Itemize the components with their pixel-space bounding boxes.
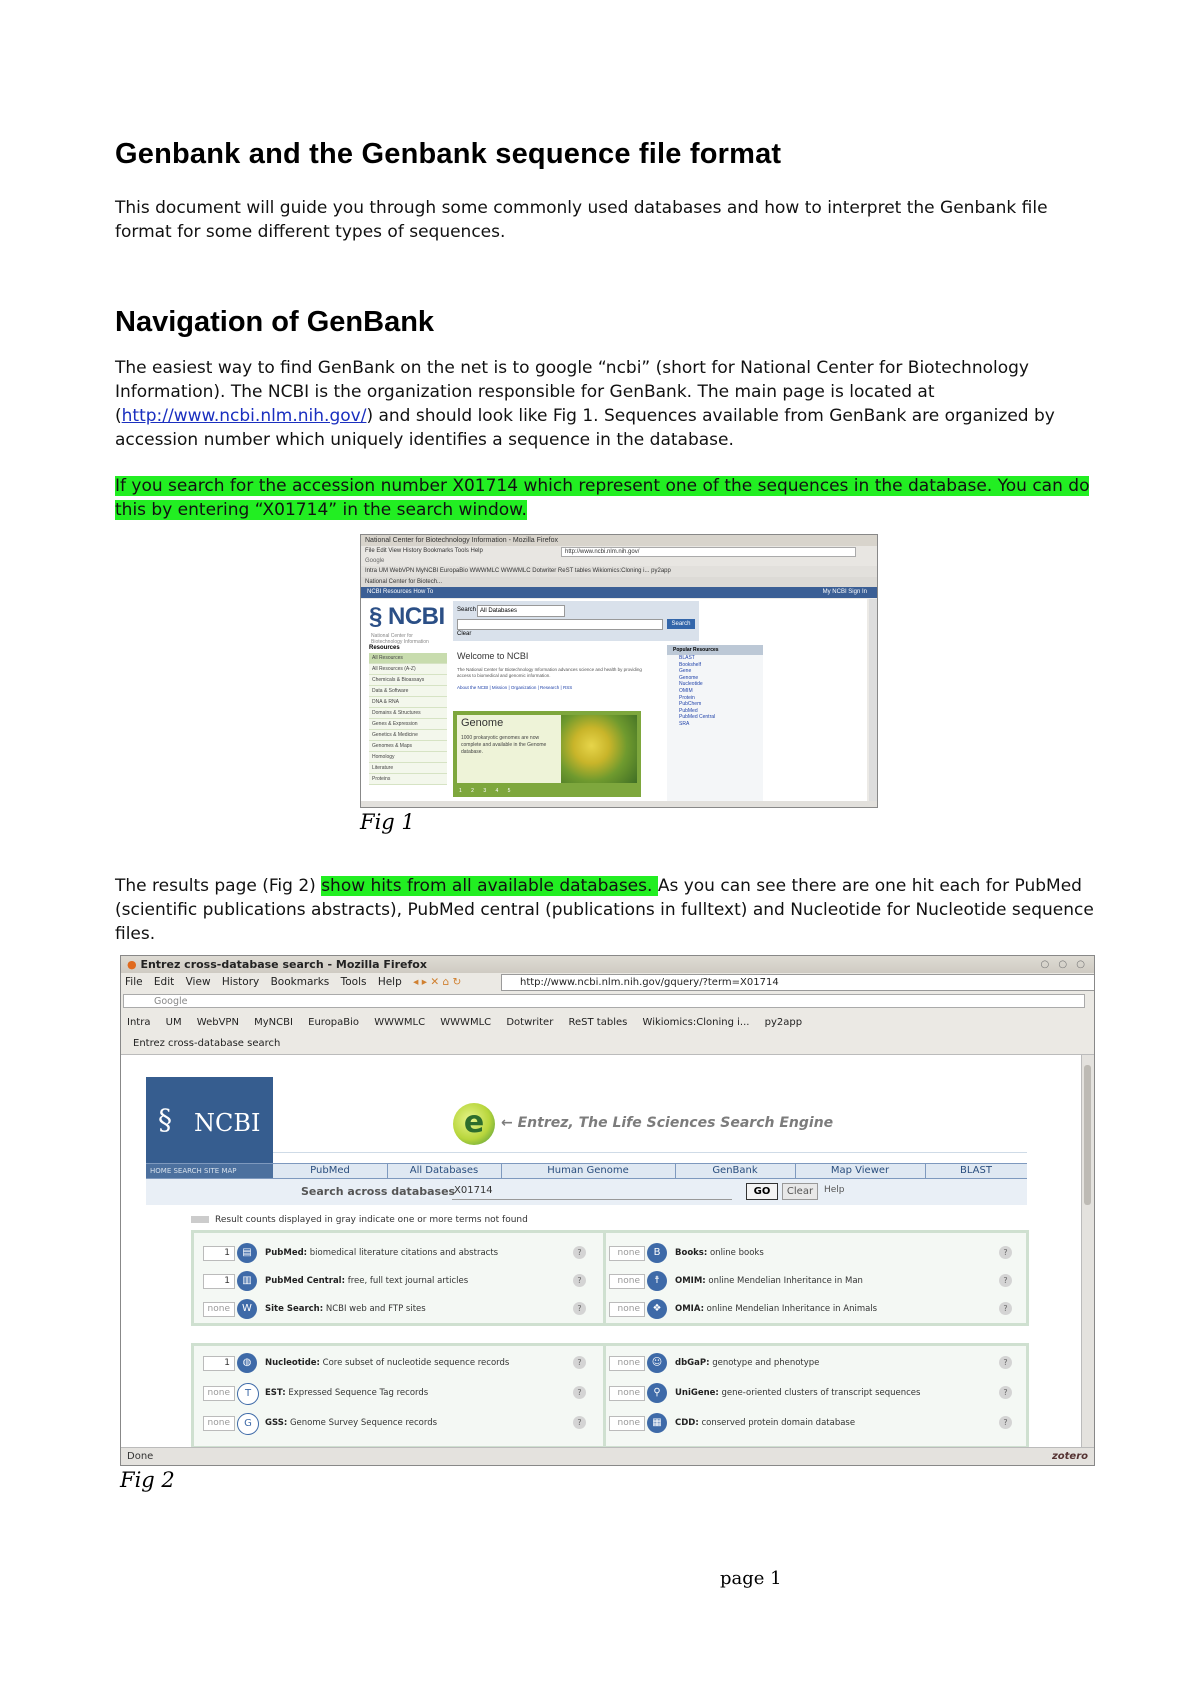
help-icon: ? (999, 1356, 1012, 1369)
fig2-bookmarks-bar (121, 1012, 1094, 1034)
results-text-before: The results page (Fig 2) (115, 876, 322, 896)
nav-genbank: GenBank (675, 1164, 796, 1178)
list-item: Genes & Expression (369, 719, 447, 730)
fig2-titlebar (121, 956, 1094, 973)
fig1-welcome-text: The National Center for Biotechnology Information advances science and health by providing access to biomedical and genomic information. About the NCBI | Mission | Organization | Research | RSS (457, 667, 647, 691)
table-row: none G GSS: Genome Survey Sequence records ? (203, 1410, 593, 1436)
fig2-clear-button: Clear (782, 1183, 818, 1200)
result-count: none (203, 1386, 235, 1401)
bookmark-item: EuropaBio (308, 1017, 360, 1028)
gss-icon: G (237, 1413, 259, 1435)
menu-help: Help (377, 976, 402, 988)
entrez-e-icon: e (453, 1103, 495, 1145)
fig1-search-label: Search (457, 607, 477, 613)
table-row: 1 ▥ PubMed Central: free, full text journal articles ? (203, 1268, 593, 1294)
menu-view: View (185, 976, 211, 988)
list-item: Genetics & Medicine (369, 730, 447, 741)
help-icon: ? (999, 1246, 1012, 1259)
nav-map-viewer: Map Viewer (795, 1164, 926, 1178)
fig2-menubar (121, 973, 1094, 992)
list-item: Domains & Structures (369, 708, 447, 719)
highlighted-paragraph (115, 474, 1095, 522)
list-item: PubMed (679, 707, 698, 714)
help-icon: ? (573, 1386, 586, 1399)
table-row: none B Books: online books ? (609, 1240, 1019, 1266)
fig1-page (361, 599, 867, 801)
list-item: Data & Software (369, 686, 447, 697)
results-text-after: As you can see there are one hit each for PubMed (scientific publications abstracts), PubMed central (publications in fulltext) and Nucleotide for Nucleotide sequence files. (115, 876, 1094, 944)
fig2-navbar (146, 1163, 1027, 1179)
result-count: none (609, 1416, 645, 1431)
fig1-search-button: Search (667, 619, 695, 629)
genome-image-icon (561, 715, 637, 783)
help-icon: ? (999, 1274, 1012, 1287)
fig1-search-bar: Google (361, 556, 877, 566)
bookmark-item: WWWMLC (374, 1017, 426, 1028)
section-heading: Navigation of GenBank (115, 306, 435, 338)
list-item: Genome (679, 674, 699, 681)
result-count: none (203, 1302, 235, 1317)
fig1-tab: National Center for Biotech... (361, 577, 877, 587)
bookmark-item: Dotwriter (506, 1017, 554, 1028)
bookmark-item: WebVPN (196, 1017, 239, 1028)
fig1-welcome-links: About the NCBI | Mission | Organization | Research | RSS (457, 685, 573, 690)
table-row: none ❖ OMIA: online Mendelian Inheritance in Animals ? (609, 1296, 1019, 1322)
list-item: DNA & RNA (369, 697, 447, 708)
intro-paragraph: This document will guide you through some commonly used databases and how to interpret the Genbank file format for some different types of sequences. (115, 198, 1048, 242)
fig2-search-label: Search across databases (301, 1185, 456, 1198)
menu-file: File (125, 976, 143, 988)
figure-1-screenshot (360, 534, 878, 808)
list-item: Chemicals & Bioassays (369, 675, 447, 686)
document-title: Genbank and the Genbank sequence file format (115, 138, 782, 170)
list-item: PubMed Central (679, 714, 716, 721)
fig2-help-link: Help (824, 1185, 845, 1195)
fig1-window-title: National Center for Biotechnology Information - Mozilla Firefox (361, 535, 877, 546)
est-icon: T (237, 1383, 259, 1405)
bookmark-item: MyNCBI (254, 1017, 293, 1028)
list-item: All Resources (369, 653, 447, 664)
list-item: Literature (369, 763, 447, 774)
table-row: none ☺ dbGaP: genotype and phenotype ? (609, 1350, 1019, 1376)
result-count: none (609, 1274, 645, 1289)
results-paragraph (115, 874, 1095, 946)
table-row: none ⚲ UniGene: gene-oriented clusters of transcript sequences ? (609, 1380, 1019, 1406)
menu-tools: Tools (340, 976, 367, 988)
list-item: Genomes & Maps (369, 741, 447, 752)
page-number: page 1 (720, 1568, 782, 1589)
bookmark-item: ReST tables (568, 1017, 628, 1028)
list-item: SRA (679, 720, 690, 727)
fig1-popular-resources (667, 645, 763, 801)
fig2-url-bar: http://www.ncbi.nlm.nih.gov/gquery/?term=X01714 (501, 974, 1095, 991)
list-item: All Resources (A-Z) (369, 664, 447, 675)
figure-2-caption: Fig 2 (120, 1468, 175, 1492)
fig1-resources-heading: Resources (369, 645, 400, 651)
omim-icon: ☨ (647, 1271, 667, 1291)
cdd-icon: ▦ (647, 1413, 667, 1433)
nav-text-before: The easiest way to find GenBank on the net is to google “ncbi” (short for National Center for Biotechnology Information). The NCBI is the organization responsible for GenBank. The main page is located at ( (115, 358, 1029, 426)
nav-blast: BLAST (960, 1165, 992, 1176)
site-search-icon: W (237, 1299, 257, 1319)
fig1-search-box (453, 601, 699, 641)
table-row: none W Site Search: NCBI web and FTP sites ? (203, 1296, 593, 1322)
fig1-popular-heading: Popular Resources (667, 645, 763, 655)
list-item: OMIM (679, 687, 693, 694)
fig1-topbar-right: My NCBI Sign In (822, 589, 867, 595)
list-item: PubChem (679, 701, 702, 708)
fig2-status-right: zotero (1051, 1451, 1088, 1462)
fig1-genome-pager: 1 2 3 4 5 (459, 788, 515, 794)
firefox-icon: ● (127, 958, 137, 971)
ncbi-helix-icon: § (158, 1103, 172, 1136)
results-highlight: show hits from all available databases. (321, 876, 658, 896)
bookmark-item: Wikiomics:Cloning i... (642, 1017, 750, 1028)
fig2-go-button: GO (746, 1183, 778, 1200)
fig1-logo-subtitle: National Center for Biotechnology Information (371, 633, 429, 645)
result-count: 1 (203, 1274, 235, 1289)
fig1-genome-title: Genome (461, 717, 504, 729)
nav-human-genome: Human Genome (501, 1164, 676, 1178)
fig1-topbar (361, 587, 877, 598)
result-count: 1 (203, 1246, 235, 1261)
fig2-search-input: X01714 (454, 1185, 493, 1196)
fig2-window-title: Entrez cross-database search - Mozilla Firefox (140, 958, 427, 971)
bookmark-item: UM (165, 1017, 182, 1028)
list-item: Gene (679, 668, 692, 675)
help-icon: ? (999, 1302, 1012, 1315)
omia-icon: ❖ (647, 1299, 667, 1319)
fig2-status-left: Done (127, 1451, 154, 1462)
result-count: none (609, 1356, 645, 1371)
help-icon: ? (573, 1274, 586, 1287)
menu-history: History (221, 976, 260, 988)
highlighted-text: If you search for the accession number X01714 which represent one of the sequences in the database. You can do this by entering “X01714” in the search window. (115, 476, 1090, 520)
ncbi-link[interactable]: http://www.ncbi.nlm.nih.gov/ (121, 406, 367, 426)
nav-all-databases: All Databases (387, 1164, 502, 1178)
table-row: none T EST: Expressed Sequence Tag records ? (203, 1380, 593, 1406)
fig1-genome-desc: 1000 prokaryotic genomes are now complete and available in the Genome database. (461, 735, 547, 755)
fig1-menubar: File Edit View History Bookmarks Tools Help (361, 546, 877, 556)
fig1-clear-link: Clear (457, 631, 472, 637)
fig1-ncbi-logo: § NCBI (369, 603, 445, 630)
fig1-welcome-heading: Welcome to NCBI (457, 651, 529, 661)
list-item: Homology (369, 752, 447, 763)
window-controls-icon: ○ ○ ○ (1040, 959, 1088, 970)
fig2-statusbar (121, 1447, 1094, 1465)
list-item: Bookshelf (679, 661, 701, 668)
result-count: none (609, 1386, 645, 1401)
list-item: BLAST (679, 655, 695, 661)
nav-arrows-icon: ◂ ▸ ✕ ⌂ ↻ (413, 976, 462, 988)
bookmark-item: py2app (764, 1017, 803, 1028)
table-row: 1 ▤ PubMed: biomedical literature citations and abstracts ? (203, 1240, 593, 1266)
table-row: none ☨ OMIM: online Mendelian Inheritance in Man ? (609, 1268, 1019, 1294)
dbgap-icon: ☺ (647, 1353, 667, 1373)
fig2-result-note: Result counts displayed in gray indicate one or more terms not found (191, 1215, 528, 1225)
list-item: Proteins (369, 774, 447, 785)
bookmark-item: Intra (127, 1017, 151, 1028)
fig2-nav-left: HOME SEARCH SITE MAP (146, 1164, 273, 1178)
help-icon: ? (999, 1416, 1012, 1429)
fig1-statusbar (361, 801, 877, 807)
fig2-google-search: Google (123, 994, 1085, 1008)
menu-edit: Edit (153, 976, 175, 988)
menu-bookmarks: Bookmarks (270, 976, 330, 988)
fig1-genome-panel (453, 711, 641, 797)
entrez-title: ← Entrez, The Life Sciences Search Engine (501, 1115, 834, 1131)
fig2-page-content (121, 1055, 1081, 1447)
fig2-tab: Entrez cross-database search (133, 1038, 281, 1049)
fig2-ncbi-logo (146, 1077, 273, 1164)
bookmark-item: WWWMLC (440, 1017, 492, 1028)
list-item: Protein (679, 694, 695, 701)
fig2-tab-strip (121, 1034, 1094, 1055)
fig1-resources-list (369, 645, 447, 801)
result-count: none (203, 1416, 235, 1431)
help-icon: ? (573, 1302, 586, 1315)
books-icon: B (647, 1243, 667, 1263)
table-row: none ▦ CDD: conserved protein domain database ? (609, 1410, 1019, 1436)
fig1-topbar-left: NCBI Resources How To (367, 589, 434, 595)
unigene-icon: ⚲ (647, 1383, 667, 1403)
help-icon: ? (573, 1416, 586, 1429)
result-count: 1 (203, 1356, 235, 1371)
help-icon: ? (573, 1246, 586, 1259)
figure-2-screenshot (120, 955, 1095, 1466)
pubmed-icon: ▤ (237, 1243, 257, 1263)
fig2-logo-text: NCBI (194, 1109, 261, 1137)
nav-pubmed: PubMed (273, 1164, 388, 1178)
pmc-icon: ▥ (237, 1271, 257, 1291)
navigation-paragraph (115, 356, 1095, 452)
nucleotide-icon: ◍ (237, 1353, 257, 1373)
fig1-search-input (457, 619, 663, 630)
help-icon: ? (573, 1356, 586, 1369)
result-count: none (609, 1302, 645, 1317)
fig1-scrollbar (869, 599, 877, 801)
fig2-search-row (146, 1179, 1027, 1205)
result-count: none (609, 1246, 645, 1261)
fig2-scrollbar (1081, 1055, 1094, 1447)
figure-1-caption: Fig 1 (360, 810, 415, 834)
table-row: 1 ◍ Nucleotide: Core subset of nucleotide sequence records ? (203, 1350, 593, 1376)
help-icon: ? (999, 1386, 1012, 1399)
fig1-bookmarks: Intra UM WebVPN MyNCBI EuropaBio WWWMLC WWWMLC Dotwriter ReST tables Wikiomics:Cloning i... py2app (361, 566, 877, 577)
fig1-database-select: All Databases (477, 605, 565, 617)
fig1-url-bar: http://www.ncbi.nlm.nih.gov/ (561, 547, 856, 557)
fig2-search-bar (121, 992, 1094, 1012)
nav-text-after: ) and should look like Fig 1. Sequences available from GenBank are organized by accession number which uniquely identifies a sequence in the database. (115, 406, 1055, 450)
list-item: Nucleotide (679, 681, 703, 688)
